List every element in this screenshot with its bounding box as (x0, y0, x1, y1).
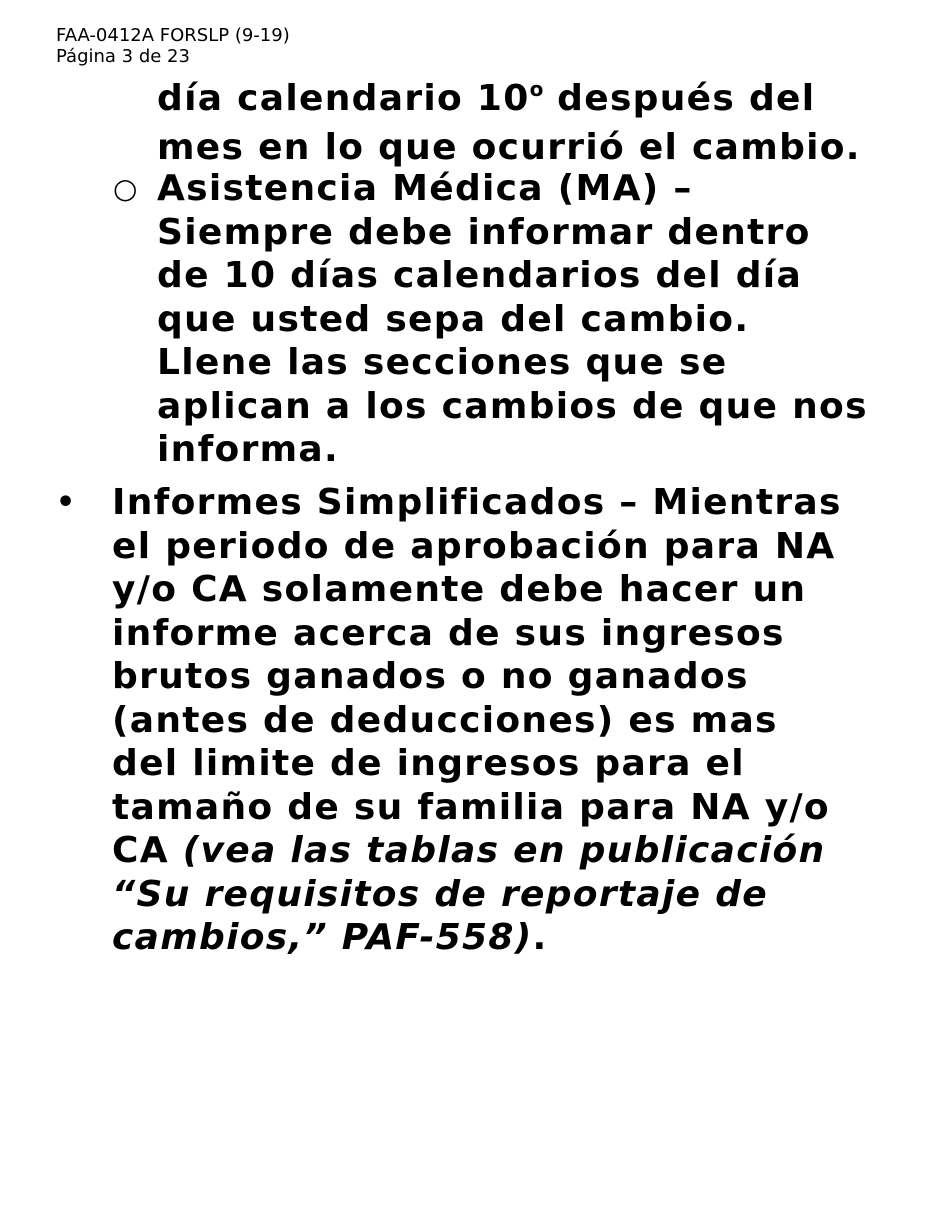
sub-list-item-text (157, 167, 868, 472)
list-item-text (112, 481, 842, 960)
sub-line: Asistencia Médica (MA) – (157, 168, 693, 209)
closing-period: . (532, 917, 548, 958)
main-line: Informes Simplificados – Mientras (112, 482, 842, 523)
bullet-icon: • (56, 485, 77, 520)
main-line: y/o CA solamente debe hacer un (112, 569, 807, 610)
form-id: FAA-0412A FORSLP (9-19) (56, 25, 290, 46)
page-number: Página 3 de 23 (56, 46, 190, 67)
main-line: (antes de deducciones) es mas (112, 699, 778, 741)
publication-reference-end: cambios,” PAF-558) (112, 917, 533, 958)
circle-bullet-icon: ○ (113, 172, 139, 205)
main-line-9 (112, 829, 842, 873)
ordinal-superscript: o (529, 77, 544, 101)
sub-line: informa. (157, 429, 339, 470)
main-line: del limite de ingresos para el (112, 743, 745, 784)
sub-line: que usted sepa del cambio. (157, 298, 750, 340)
publication-reference-title: “Su requisitos de reportaje de (112, 873, 768, 915)
sub-line: de 10 días calendarios del día (157, 255, 803, 296)
continued-line-1 (157, 77, 861, 126)
main-line: el periodo de aprobación para NA (112, 525, 836, 567)
continued-line-1-text: día calendario 10 (157, 78, 530, 119)
sub-line: Siempre debe informar dentro (157, 211, 811, 253)
main-line: tamaño de su familia para NA y/o (112, 786, 830, 828)
continued-line-2: mes en lo que ocurrió el cambio. (157, 126, 861, 168)
sub-line: aplican a los cambios de que nos (157, 385, 868, 427)
main-line-9-text: CA (112, 830, 183, 871)
main-line-11 (112, 916, 842, 960)
main-line: informe acerca de sus ingresos (112, 612, 785, 654)
sub-line: Llene las secciones que se (157, 342, 728, 383)
continued-text-block (157, 77, 861, 169)
page-header (56, 25, 290, 67)
main-line: brutos ganados o no ganados (112, 656, 749, 697)
continued-line-1-rest: después del (543, 78, 816, 119)
publication-reference-start: (vea las tablas en publicación (182, 830, 826, 871)
